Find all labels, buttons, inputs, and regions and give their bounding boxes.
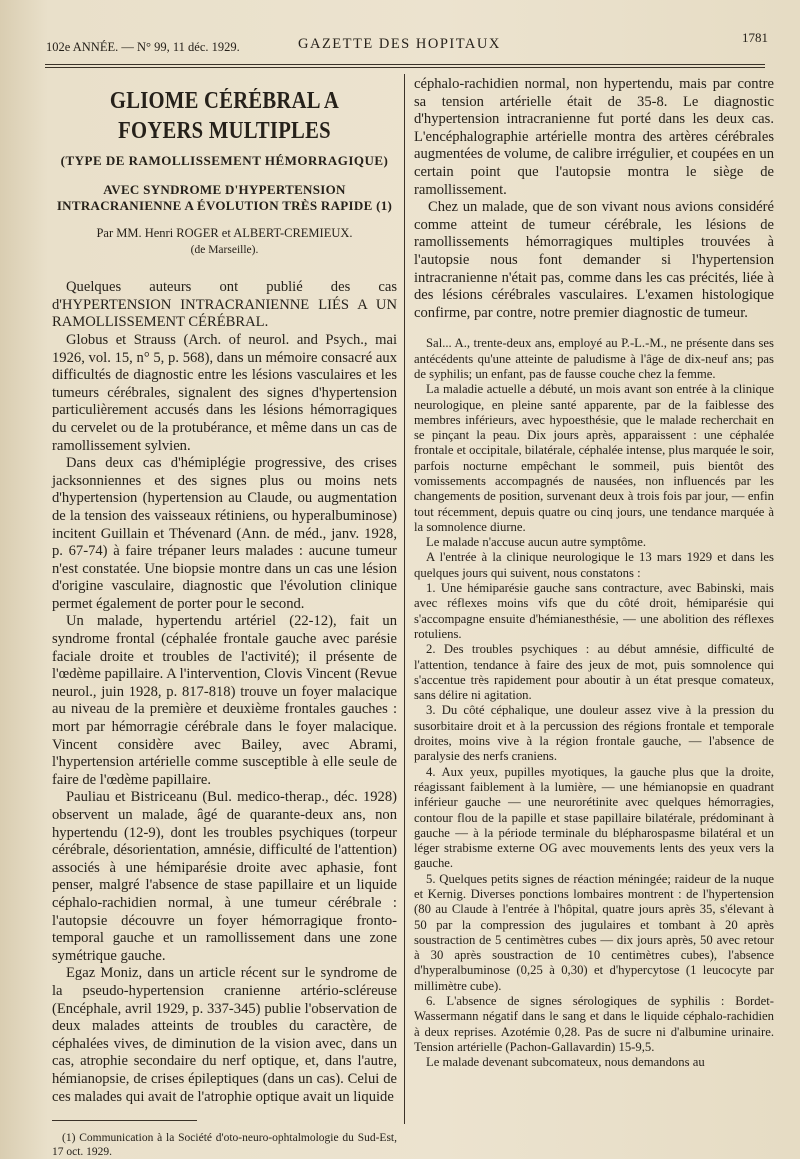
column-separator [404, 74, 405, 1124]
header-rule [45, 64, 765, 65]
author-affiliation: (de Marseille). [190, 243, 259, 256]
header-rule-double [45, 67, 765, 68]
case-list-item: 5. Quelques petits signes de réaction méningée; raideur de la nuque et Kernig. Diverses ponctions lombaires montrent : de l'hypertension (80 au Claude à l'entrée à l'hôpital, quatre jours après 35, s'élevant à 50 par la compression des jugulaires et tombant à 20 après soustraction de 5 centimètres cubes — dix jours après, 50 avec retour à 30 après soustraction de 10 centimètres cubes), l'absence d'hyperalbuminose (0,25 à 0,30) et d'hypercytose (1 leucocyte par millimètre cube). [414, 871, 774, 993]
body-paragraph: Dans deux cas d'hémiplégie progressive, des crises jacksonniennes et des signes plus ou moins nets d'hypertension (hypertension au Claude, ou augmentation de la tension des vaisseaux rétiniens, ou hyperalbuminose) incitent Guillain et Thévenard (Ann. de méd., janv. 1928, p. 67-74) à faire trépaner leurs malades : aucune tumeur n'est constatée. Une biopsie montre dans un cas une lésion d'origine vasculaire, diagnostic que l'évolution clinique permet également de porter pour le second. [52, 455, 397, 612]
journal-title: GAZETTE DES HOPITAUX [298, 36, 501, 52]
article-title: GLIOME CÉRÉBRAL A FOYERS MULTIPLES [109, 88, 340, 144]
right-column [414, 76, 774, 1071]
body-paragraph: Globus et Strauss (Arch. of neurol. and Psych., mai 1926, vol. 15, n° 5, p. 568), dans un mémoire consacré aux difficultés de diagnostic entre les lésions vasculaires et les tumeurs cérébrales, signalent des signes d'hypertension particulièrement accusés dans les lésions hémorragiques du cervelet ou de la protubérance, et même dans un cas de ramollissement sylvien. [52, 331, 397, 454]
page-number: 1781 [742, 30, 768, 45]
section-gap [414, 322, 774, 336]
case-paragraph: Le malade devenant subcomateux, nous demandons au [426, 1055, 705, 1070]
footnote: (1) Communication à la Société d'oto-neuro-ophtalmologie du Sud-Est, 17 oct. 1929. [52, 1132, 397, 1159]
article-authors: Par MM. Henri ROGER et ALBERT-CREMIEUX. [96, 225, 353, 240]
footnote-rule [52, 1120, 197, 1121]
case-paragraph: Le malade n'accuse aucun autre symptôme. [426, 535, 646, 550]
page-header [40, 30, 770, 60]
body-paragraph: Un malade, hypertendu artériel (22-12), fait un syndrome frontal (céphalée frontale gauche avec parésie faciale droite et troubles de l'activité); il présente de l'œdème papillaire. A l'intervention, Clovis Vincent (Revue neurol., juin 1928, p. 817-818) trouve un foyer malacique au niveau de la première et deuxième frontales gauches : mort par hémorragie cérébrale dans le foyer malacique. Vincent considère avec Bailey, avec Abrami, l'hypertension artérielle comme susceptible à elle seule de faire de l'œdème papillaire. [52, 613, 397, 788]
case-list-item: 2. Des troubles psychiques : au début amnésie, difficulté de l'attention, tendance à faire des jeux de mot, puis somnolence qui s'accentue très rapidement pour aboutir à un état presque comateux, sans délire ni agitation. [414, 642, 774, 703]
article-subtitle: (TYPE DE RAMOLLISSEMENT HÉMORRAGIQUE) [60, 153, 389, 168]
case-paragraph: La maladie actuelle a débuté, un mois avant son entrée à la clinique neurologique, en pleine santé apparente, par de la faiblesse des membres inférieurs, avec hypoesthésie, que le malade recherchait en se pinçant la peau. Dix jours après, apparaissent : une céphalée frontale et occipitale, bilatérale, céphalée intense, plus marquée le soir, parfois nocturne empêchant le sommeil, puis bientôt des vomissements accompagnés de nausées, non influencés par les changements de position, survenant deux à trois fois par jour, — enfin tout récemment, depuis quatre ou cinq jours, une tendance marquée à la somnolence diurne. [414, 382, 774, 534]
body-paragraph: Egaz Moniz, dans un article récent sur le syndrome de la pseudo-hypertension cranienne artério-scléreuse (Encéphale, avril 1929, p. 337-345) publie l'observation de deux malades atteints de troubles du caractère, de céphalées vives, de diminution de la vision avec, dans un cas, atrophie secondaire du nerf optique, et, dans l'autre, hémianopsie, de crises épileptiques (dans un cas). Celui de ces malades qui avait de l'atrophie optique avait un liquide [52, 965, 397, 1105]
intro-paragraph: Quelques auteurs ont publié des cas d'HYPERTENSION INTRACRANIENNE LIÉS A UN RAMOLLISSEMENT CÉRÉBRAL. [52, 279, 397, 331]
case-list-item: 1. Une hémiparésie gauche sans contracture, avec Babinski, mais avec réflexes moins vifs que du côté droit, hémiparésie qui s'accompagne ensuite d'hémianesthésie, — une abolition des réflexes rotuliens. [414, 581, 774, 641]
issue-info: 102e ANNÉE. — N° 99, 11 déc. 1929. [46, 40, 240, 54]
case-paragraph: A l'entrée à la clinique neurologique le 13 mars 1929 et dans les quelques jours qui suivent, nous constatons : [414, 550, 774, 580]
case-list-item: 4. Aux yeux, pupilles myotiques, la gauche plus que la droite, réagissant faiblement à la lumière, — une hémianopsie en quadrant inférieur gauche — une neurorétinite avec quelques hémorragies, contour flou de la papille et stase papillaire bilatérale, prédominant à gauche — à la période terminale du blépharospasme bilatéral et un léger strabisme externe OG avec mouvements lents des yeux vers la gauche. [414, 764, 774, 871]
case-report [414, 336, 774, 1070]
article-subtitle-2: AVEC SYNDROME D'HYPERTENSION INTRACRANIENNE A ÉVOLUTION TRÈS RAPIDE (1) [56, 181, 393, 213]
body-paragraph: Pauliau et Bistriceanu (Bul. medico-therap., déc. 1928) observent un malade, âgé de quarante-deux ans, non hypertendu (12-9), dont les troubles psychiques (torpeur cérébrale, désorientation, amnésie, difficulté de l'attention) associés à une hémiparésie droite avec aphasie, font penser, malgré l'absence de stase papillaire et un liquide céphalo-rachidien normal, à une tumeur cérébrale : l'autopsie découvre un foyer hémorragique fronto-temporal gauche et un ramollissement dans une zone symétrique gauche. [52, 789, 397, 964]
case-list-item: 6. L'absence de signes sérologiques de syphilis : Bordet-Wassermann négatif dans le sang et dans le liquide céphalo-rachidien à deux reprises. Azotémie 0,28. Pas de sucre ni d'albumine urinaire. Tension artérielle (Pachon-Gallavardin) 15-9,5. [414, 994, 774, 1054]
case-paragraph: Sal... A., trente-deux ans, employé au P.-L.-M., ne présente dans ses antécédents qu'une atteinte de paludisme à l'âge de dix-neuf ans; pas de syphilis; un enfant, pas de fausse couche chez la femme. [414, 336, 774, 381]
case-list-item: 3. Du côté céphalique, une douleur assez vive à la pression du susorbitaire droit et à la percussion des régions frontale et temporale droites, moins vive à la région frontale gauche, — l'absence de paralysie des nerfs craniens. [414, 703, 774, 764]
body-paragraph: Chez un malade, que de son vivant nous avions considéré comme atteint de tumeur cérébrale, les lésions de ramollissements hémorragiques multiples trouvées à l'autopsie nous font demander si l'hypertension intracranienne n'était pas, comme dans les cas précités, liée à des lésions cérébrales vasculaires. L'examen histologique confirme, par contre, notre premier diagnostic de tumeur. [414, 199, 774, 321]
body-paragraph: céphalo-rachidien normal, non hypertendu, mais par contre sa tension artérielle était de 35-8. Le diagnostic d'hypertension intracranienne fut porté dans les deux cas. L'encéphalographie artérielle montra des artères cérébrales augmentées de volume, de calibre irrégulier, et coupées en un certain point que l'autopsie montra le siège de ramollissement. [414, 76, 774, 198]
left-column [52, 76, 397, 1159]
